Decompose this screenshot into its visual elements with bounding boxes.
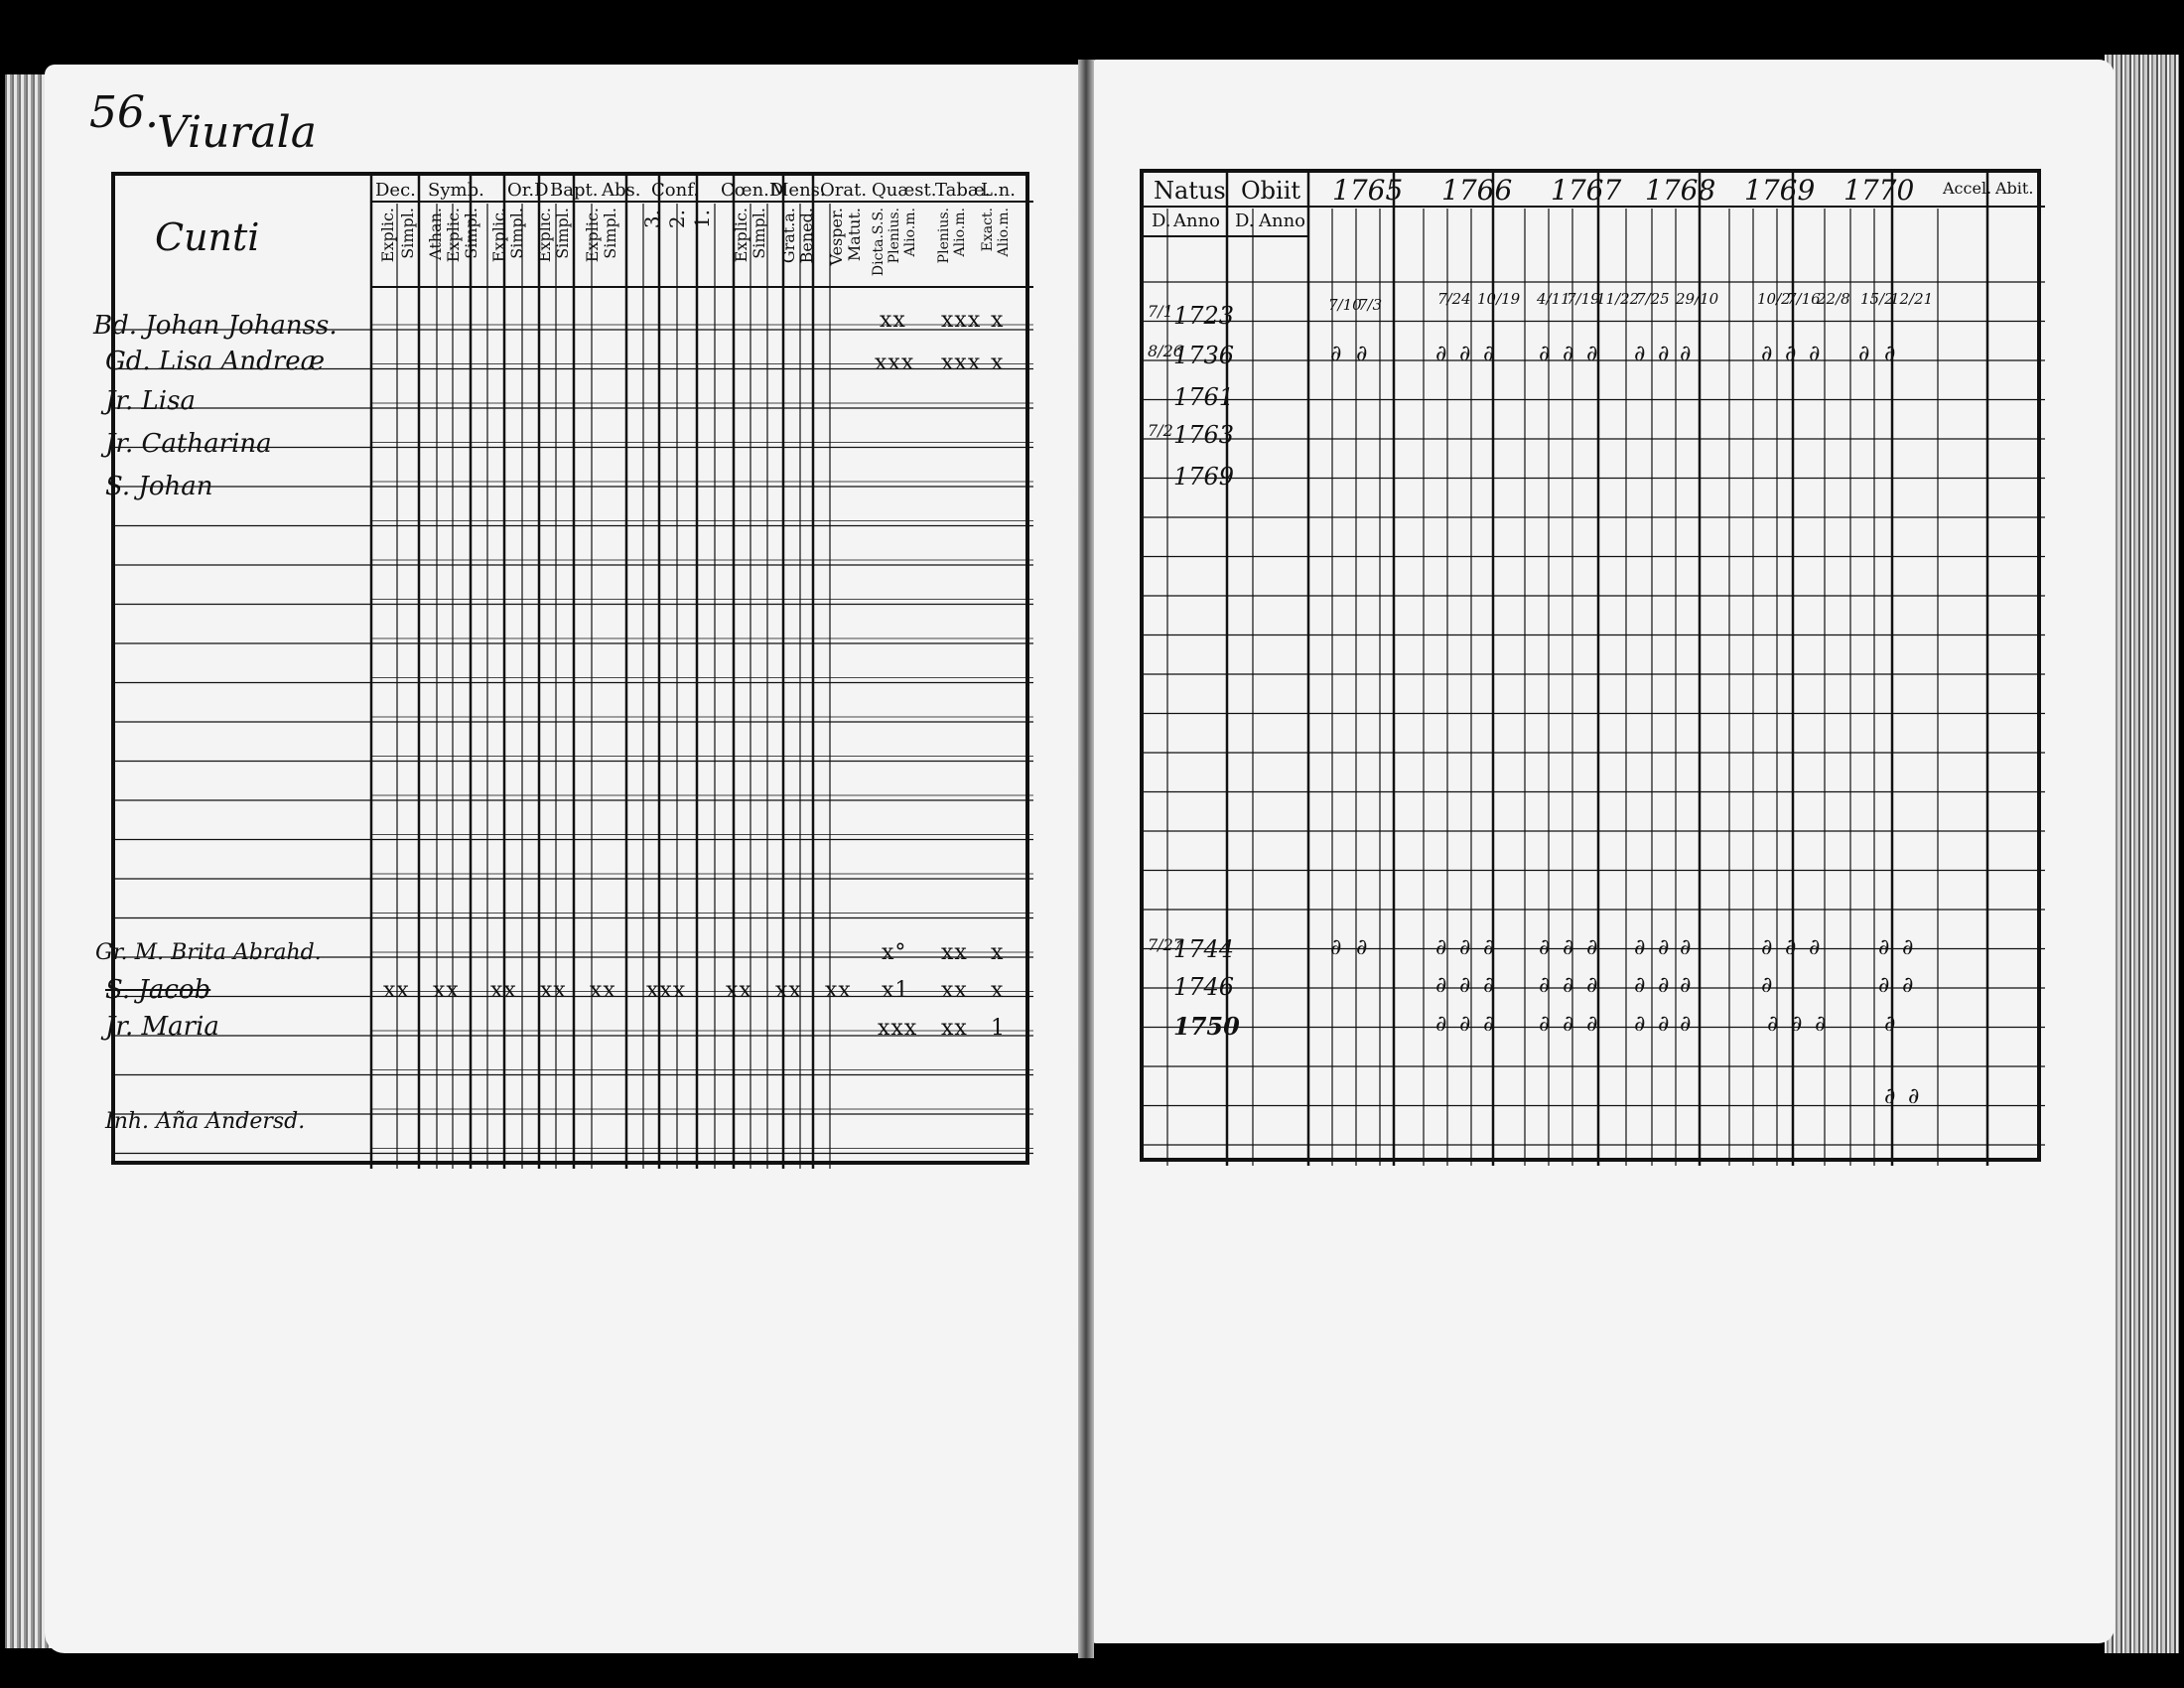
communion-mark: ∂ bbox=[1658, 1012, 1670, 1037]
life-events-table bbox=[1140, 169, 2041, 1162]
sub-tabae-1: Plenius. bbox=[936, 208, 952, 264]
communion-date: 7/3 bbox=[1358, 296, 1383, 314]
communion-mark: ∂ bbox=[1563, 1012, 1574, 1037]
sub-orat-2: Matut. bbox=[845, 208, 864, 262]
name-entry: Bd. Johan Johanss. bbox=[93, 311, 338, 341]
communion-mark: ∂ bbox=[1356, 935, 1368, 960]
page-edges-right bbox=[2105, 55, 2179, 1653]
communion-mark: ∂ bbox=[1791, 1012, 1803, 1037]
communion-mark: ∂ bbox=[1878, 973, 1890, 998]
birth-year: 1769 bbox=[1173, 463, 1235, 491]
communion-mark: ∂ bbox=[1539, 973, 1551, 998]
sub-natus-d: D. bbox=[1152, 211, 1171, 231]
table-title: Cunti bbox=[155, 215, 260, 259]
mark: xx bbox=[775, 978, 802, 1003]
communion-date: 10/19 bbox=[1477, 290, 1521, 308]
birth-year: 1744 bbox=[1173, 935, 1235, 963]
communion-mark: ∂ bbox=[1330, 342, 1342, 366]
communion-date: 29/10 bbox=[1676, 290, 1719, 308]
communion-mark: ∂ bbox=[1459, 973, 1471, 998]
sub-obiit-anno: Anno bbox=[1259, 211, 1306, 231]
name-entry: Gr. M. Brita Abrahd. bbox=[95, 940, 322, 965]
sub-mens-1: Grat.a. bbox=[779, 208, 798, 264]
sub-natus-anno: Anno bbox=[1173, 211, 1221, 231]
mark: xx bbox=[941, 978, 968, 1003]
communion-mark: ∂ bbox=[1586, 973, 1598, 998]
communion-mark: ∂ bbox=[1884, 1012, 1896, 1037]
name-entry: Jr. Maria bbox=[105, 1012, 219, 1042]
sub-dec-2: Simpl. bbox=[398, 208, 417, 259]
communion-mark: ∂ bbox=[1563, 973, 1574, 998]
communion-mark: ∂ bbox=[1878, 935, 1890, 960]
col-head-natus: Natus bbox=[1154, 177, 1226, 205]
village-name: Viurala bbox=[157, 107, 317, 158]
sub-quaest-1: Dicta.S.S. bbox=[871, 208, 887, 277]
mark: xxx bbox=[941, 351, 982, 375]
sub-orat-1: Vesper. bbox=[827, 208, 846, 266]
birth-day: 8/26 bbox=[1148, 342, 1183, 360]
communion-mark: ∂ bbox=[1586, 1012, 1598, 1037]
communion-mark: ∂ bbox=[1761, 973, 1773, 998]
communion-mark: ∂ bbox=[1680, 973, 1692, 998]
col-head-quaest: Quæst. bbox=[872, 180, 937, 201]
col-head-ln: L.n. bbox=[981, 180, 1016, 201]
communion-mark: ∂ bbox=[1908, 1084, 1920, 1109]
communion-mark: ∂ bbox=[1483, 935, 1495, 960]
communion-mark: ∂ bbox=[1539, 935, 1551, 960]
communion-mark: ∂ bbox=[1539, 1012, 1551, 1037]
communion-mark: ∂ bbox=[1634, 1012, 1646, 1037]
sub-ord-2: Simpl. bbox=[507, 208, 526, 259]
sub-coen-1: Explic. bbox=[732, 208, 751, 263]
communion-mark: ∂ bbox=[1634, 342, 1646, 366]
communion-mark: ∂ bbox=[1459, 342, 1471, 366]
sub-coen-2: Simpl. bbox=[750, 208, 768, 259]
birth-day: 7/27 bbox=[1148, 935, 1183, 954]
col-head-orat: Orat. bbox=[820, 180, 868, 201]
communion-mark: ∂ bbox=[1483, 1012, 1495, 1037]
mark: x° bbox=[882, 940, 907, 965]
col-head-mens: Mens. bbox=[770, 180, 826, 201]
sub-symb-2: Explic. bbox=[444, 208, 463, 263]
birth-year: 1763 bbox=[1173, 421, 1235, 449]
name-entry: S. Jacob bbox=[105, 975, 211, 1005]
col-head-accel: Accel. bbox=[1943, 179, 1992, 198]
communion-date: 7/16 bbox=[1787, 290, 1821, 308]
mark: xxx bbox=[875, 351, 915, 375]
mark: x bbox=[991, 351, 1005, 375]
communion-mark: ∂ bbox=[1435, 935, 1447, 960]
birth-year: 1746 bbox=[1173, 973, 1235, 1001]
mark: 1 bbox=[991, 1016, 1006, 1041]
communion-mark: ∂ bbox=[1658, 342, 1670, 366]
communion-mark: ∂ bbox=[1761, 342, 1773, 366]
communion-mark: ∂ bbox=[1634, 973, 1646, 998]
birth-year: 1723 bbox=[1173, 302, 1235, 330]
communion-date: 7/24 bbox=[1437, 290, 1471, 308]
sub-bapt-2: Simpl. bbox=[553, 208, 572, 259]
sub-tabae-2: Alio.m. bbox=[952, 208, 968, 257]
sub-quaest-3: Alio.m. bbox=[902, 208, 918, 257]
communion-mark: ∂ bbox=[1459, 935, 1471, 960]
mark: xx bbox=[433, 978, 460, 1003]
communion-date: 22/8 bbox=[1817, 290, 1850, 308]
mark: xxx bbox=[941, 308, 982, 333]
communion-mark: ∂ bbox=[1483, 342, 1495, 366]
mark: x bbox=[991, 308, 1005, 333]
col-head-coen: Cœn.D bbox=[721, 180, 784, 201]
mark: xx bbox=[941, 940, 968, 965]
communion-mark: ∂ bbox=[1586, 342, 1598, 366]
communion-mark: ∂ bbox=[1680, 342, 1692, 366]
mark: x bbox=[991, 940, 1005, 965]
mark: xx bbox=[540, 978, 567, 1003]
birth-day: 7/2 bbox=[1148, 421, 1173, 440]
mark: xx bbox=[726, 978, 752, 1003]
page-number: 56. bbox=[89, 87, 159, 138]
communion-mark: ∂ bbox=[1330, 935, 1342, 960]
communion-mark: ∂ bbox=[1809, 935, 1821, 960]
communion-date: 11/22 bbox=[1596, 290, 1640, 308]
communion-mark: ∂ bbox=[1884, 1084, 1896, 1109]
communion-mark: ∂ bbox=[1767, 1012, 1779, 1037]
birth-year: 1761 bbox=[1173, 383, 1235, 411]
birth-day: 7/1 bbox=[1148, 302, 1173, 321]
sub-dec-1: Explic. bbox=[378, 208, 397, 263]
col-head-ord: Or.D bbox=[507, 180, 549, 201]
sub-quaest-2: Plenius. bbox=[887, 208, 902, 264]
communion-mark: ∂ bbox=[1435, 973, 1447, 998]
communion-mark: ∂ bbox=[1634, 935, 1646, 960]
year-1768: 1768 bbox=[1645, 174, 1716, 207]
mark: xx bbox=[590, 978, 616, 1003]
name-entry: Inh. Aña Andersd. bbox=[105, 1109, 306, 1134]
sub-conf-1: 1. bbox=[690, 210, 714, 229]
communion-mark: ∂ bbox=[1435, 342, 1447, 366]
communion-mark: ∂ bbox=[1902, 935, 1914, 960]
communion-mark: ∂ bbox=[1785, 935, 1797, 960]
mark: x1 bbox=[882, 978, 910, 1003]
col-head-abs: Abs. bbox=[602, 180, 641, 201]
communion-mark: ∂ bbox=[1680, 1012, 1692, 1037]
col-head-symb: Symb. bbox=[428, 180, 484, 201]
year-1767: 1767 bbox=[1551, 174, 1622, 207]
sub-mens-2: Bened. bbox=[797, 208, 816, 264]
year-1766: 1766 bbox=[1441, 174, 1513, 207]
col-head-dec: Dec. bbox=[375, 180, 416, 201]
sub-abs-1: Explic. bbox=[583, 208, 602, 263]
col-head-bapt: Bapt. bbox=[550, 180, 599, 201]
communion-mark: ∂ bbox=[1680, 935, 1692, 960]
name-entry: Gd. Lisa Andreæ bbox=[105, 347, 326, 376]
mark: xx bbox=[880, 308, 906, 333]
communion-mark: ∂ bbox=[1809, 342, 1821, 366]
communion-date: 10/2 bbox=[1757, 290, 1791, 308]
communion-mark: ∂ bbox=[1459, 1012, 1471, 1037]
communion-mark: ∂ bbox=[1586, 935, 1598, 960]
communion-mark: ∂ bbox=[1563, 935, 1574, 960]
communion-mark: ∂ bbox=[1815, 1012, 1827, 1037]
communion-mark: ∂ bbox=[1761, 935, 1773, 960]
name-entry: S. Johan bbox=[105, 472, 213, 501]
year-1770: 1770 bbox=[1843, 174, 1915, 207]
sub-abs-2: Simpl. bbox=[601, 208, 619, 259]
sub-ln-1: Exact. bbox=[980, 208, 996, 252]
communion-date: 12/21 bbox=[1890, 290, 1934, 308]
mark: x bbox=[991, 978, 1005, 1003]
communion-mark: ∂ bbox=[1483, 973, 1495, 998]
col-head-tabae: Tabæ. bbox=[935, 180, 991, 201]
year-1769: 1769 bbox=[1744, 174, 1816, 207]
mark: xxx bbox=[646, 978, 687, 1003]
sub-ln-2: Alio.m. bbox=[996, 208, 1012, 257]
communion-date: 15/2 bbox=[1860, 290, 1894, 308]
sub-obiit-d: D. bbox=[1235, 211, 1255, 231]
communion-mark: ∂ bbox=[1858, 342, 1870, 366]
sub-ord-1: Explic. bbox=[489, 208, 508, 263]
book-gutter bbox=[1078, 60, 1094, 1658]
communion-mark: ∂ bbox=[1563, 342, 1574, 366]
sub-symb-3: Simpl. bbox=[462, 208, 480, 259]
mark: xx bbox=[490, 978, 517, 1003]
communion-mark: ∂ bbox=[1884, 342, 1896, 366]
year-1765: 1765 bbox=[1332, 174, 1404, 207]
col-head-abit: Abit. bbox=[1995, 179, 2034, 198]
name-entry: Jr. Lisa bbox=[105, 386, 196, 416]
communion-mark: ∂ bbox=[1658, 973, 1670, 998]
communion-mark: ∂ bbox=[1785, 342, 1797, 366]
communion-mark: ∂ bbox=[1902, 973, 1914, 998]
col-head-obiit: Obiit bbox=[1241, 177, 1301, 205]
catechism-table bbox=[93, 172, 1029, 1165]
communion-date: 4/11 bbox=[1537, 290, 1570, 308]
communion-mark: ∂ bbox=[1658, 935, 1670, 960]
mark: xx bbox=[383, 978, 410, 1003]
birth-year: 1750 bbox=[1173, 1012, 1240, 1041]
communion-mark: ∂ bbox=[1539, 342, 1551, 366]
communion-date: 7/25 bbox=[1636, 290, 1670, 308]
sub-conf-3: 3. bbox=[640, 210, 664, 229]
birth-year: 1736 bbox=[1173, 342, 1235, 369]
name-entry: Jr. Catharina bbox=[105, 429, 272, 459]
mark: xx bbox=[941, 1016, 968, 1041]
communion-mark: ∂ bbox=[1356, 342, 1368, 366]
communion-date: 7/10 bbox=[1328, 296, 1362, 314]
mark: xxx bbox=[878, 1016, 918, 1041]
sub-conf-2: 2. bbox=[665, 210, 689, 229]
communion-mark: ∂ bbox=[1435, 1012, 1447, 1037]
sub-bapt-1: Explic. bbox=[535, 208, 554, 263]
sub-symb-1: Athan. bbox=[426, 208, 445, 260]
communion-date: 7/19 bbox=[1567, 290, 1600, 308]
mark: xx bbox=[825, 978, 852, 1003]
col-head-conf: Conf. bbox=[651, 180, 699, 201]
